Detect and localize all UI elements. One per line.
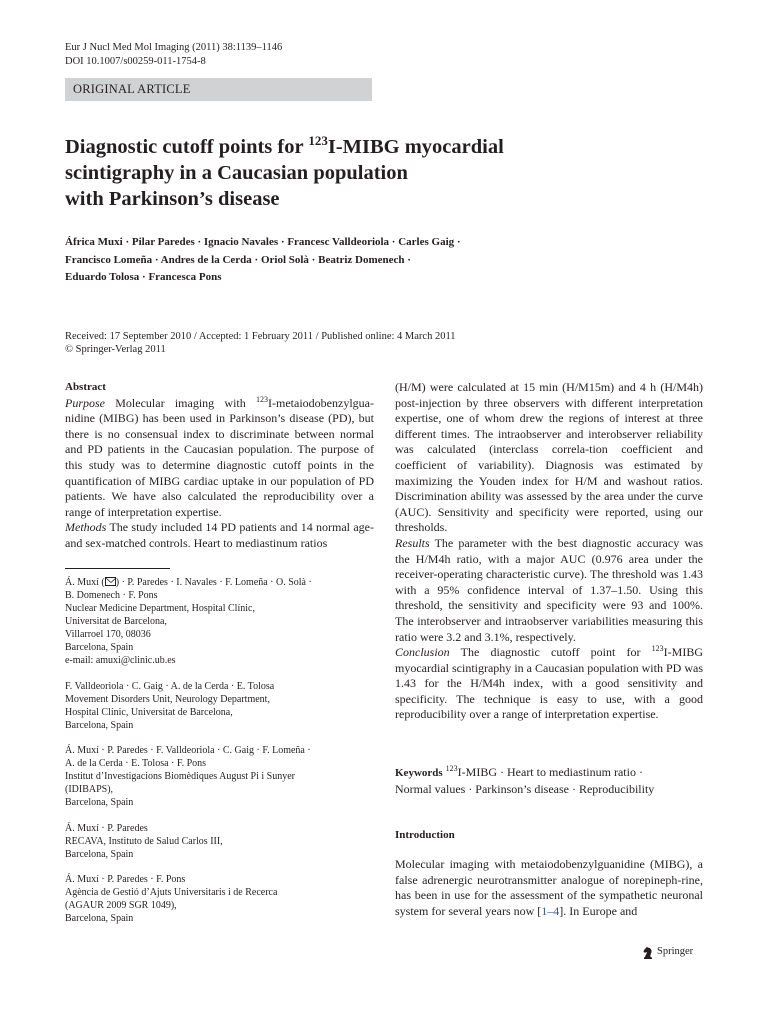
affiliation-block: F. Valldeoriola · C. Gaig · A. de la Cerda · E. Tolosa Movement Disorders Unit, Neurology Department, Hospital Clínic, Universitat de Barcelona, Barcelona, Spain <box>65 681 275 731</box>
springer-logo <box>641 946 705 960</box>
abstract-methods-continued: (H/M) were calculated at 15 min (H/M15m) and 4 h (H/M4h) post-injection by three observers with different interpretation expertise, one of whom drew the regions of interest at three different times. The intraobserver and interobserver reliability was calculated (interclass correla-tion coefficient and coefficient of variability). Diagnosis was estimated by maximizing the Youden index for H/M and washout ratios. Discrimination ability was assessed by the area under the curve (AUC). Sensitivity and specificity were reported, using our thresholds. <box>395 380 703 535</box>
introduction-heading: Introduction <box>395 829 455 841</box>
affiliation-block: Á. Muxí · P. Paredes RECAVA, Instituto de Salud Carlos III, Barcelona, Spain <box>65 823 223 860</box>
keywords: Keywords $^{123}$I-MIBG · Heart to mediastinum ratio · Normal values · Parkinson’s disease · Reproducibility <box>395 764 655 796</box>
author-list <box>65 234 585 287</box>
abstract-purpose: Purpose Molecular imaging with $^{123}$I-metaiodobenzylgua-nidine (MIBG) has been used in Parkinson’s disease (PD), but there is no consensual index to discriminate between normal and PD patients in the Caucasian population. The purpose of this study was to determine diagnostic cutoff points in the quantification of MIBG cardiac uptake in our population of PD patients. We have also calculated the reproducibility over a range of interpretation expertise. <box>65 394 374 519</box>
email-link[interactable]: e-mail: amuxi@clinic.ub.es <box>65 655 176 666</box>
abstract-methods: Methods The study included 14 PD patients and 14 normal age- and sex-matched controls. Heart to mediastinum ratios <box>65 520 374 550</box>
abstract-conclusion: Conclusion The diagnostic cutoff point for $^{123}$I-MIBG myocardial scintigraphy in a Caucasian population with PD was 1.43 for the H/M4h index, with a good sensitivity and specificity. The technique is easy to use, with a good reproducibility over a range of interpretation expertise. <box>395 644 703 722</box>
author-line: Francisco Lomeña · Andres de la Cerda · Oriol Solà · Beatriz Domenech · <box>65 253 411 266</box>
affiliation-divider <box>65 568 170 569</box>
journal-citation: Eur J Nucl Med Mol Imaging (2011) 38:1139–1146 <box>65 42 283 53</box>
publisher-name: Springer <box>657 946 694 957</box>
reference-link[interactable]: 1–4 <box>541 903 560 918</box>
affiliation-block: Á. Muxí ( ) · P. Paredes · I. Navales · F. Lomeña · O. Solà · B. Domenech · F. Pons Nuclear Medicine Department, Hospital Clínic, Universitat de Barcelona, Villarroel 170, 08036 Barcelona, Spain e-mail: amuxi@clinic.ub.es <box>65 576 374 667</box>
affiliation-block: Á. Muxí · P. Paredes · F. Pons Agència de Gestió d’Ajuts Universitaris i de Recerca (AGAUR 2009 SGR 1049), Barcelona, Spain <box>65 874 278 924</box>
abstract-results: Results The parameter with the best diagnostic accuracy was the H/M4h ratio, with a major AUC (0.976 area under the receiver-operating characteristic curve). The threshold was 1.43 with a 95% confidence interval of 1.37–1.50. Using this threshold, the sensitivity and specificity were 93 and 100%. The interobserver and intraobserver variabilities measuring this ratio were 3.2 and 3.1%, respectively. <box>395 535 703 644</box>
article-type-label: ORIGINAL ARTICLE <box>73 82 191 96</box>
abstract-left-column <box>65 380 374 552</box>
publication-dates: Received: 17 September 2010 / Accepted: 1 February 2011 / Published online: 4 March 2011 © Springer-Verlag 2011 <box>65 331 456 355</box>
affiliation-block: Á. Muxí · P. Paredes · F. Valldeoriola · C. Gaig · F. Lomeña · A. de la Cerda · E. Tolosa · F. Pons Institut d’Investigacions Biomèdiques August Pi i Sunyer (IDIBAPS), Barcelona, Spain <box>65 745 311 808</box>
keywords-label: Keywords <box>395 767 443 779</box>
abstract-right-column <box>395 380 703 723</box>
chess-knight-icon <box>641 946 655 960</box>
doi: DOI 10.1007/s00259-011-1754-8 <box>65 56 206 67</box>
article-title: Diagnostic cutoff points for $^{123}$I-MIBG myocardial scintigraphy in a Caucasian population with Parkinson’s disease <box>65 133 504 210</box>
envelope-icon[interactable] <box>105 577 116 586</box>
abstract-heading: Abstract <box>65 381 106 393</box>
author-line: Eduardo Tolosa · Francesca Pons <box>65 271 222 283</box>
article-type-banner <box>65 78 372 101</box>
author-line: África Muxi · Pilar Paredes · Ignacio Navales · Francesc Valldeoriola · Carles Gaig · <box>65 236 461 248</box>
introduction-text: Molecular imaging with metaiodobenzylguanidine (MIBG), a false adrenergic neurotransmitter analogue of norepineph-rine, has been in use for the assessment of the sympathetic neuronal system for several years now [1–4]. In Europe and <box>395 857 703 918</box>
copyright: © Springer-Verlag 2011 <box>65 344 166 355</box>
